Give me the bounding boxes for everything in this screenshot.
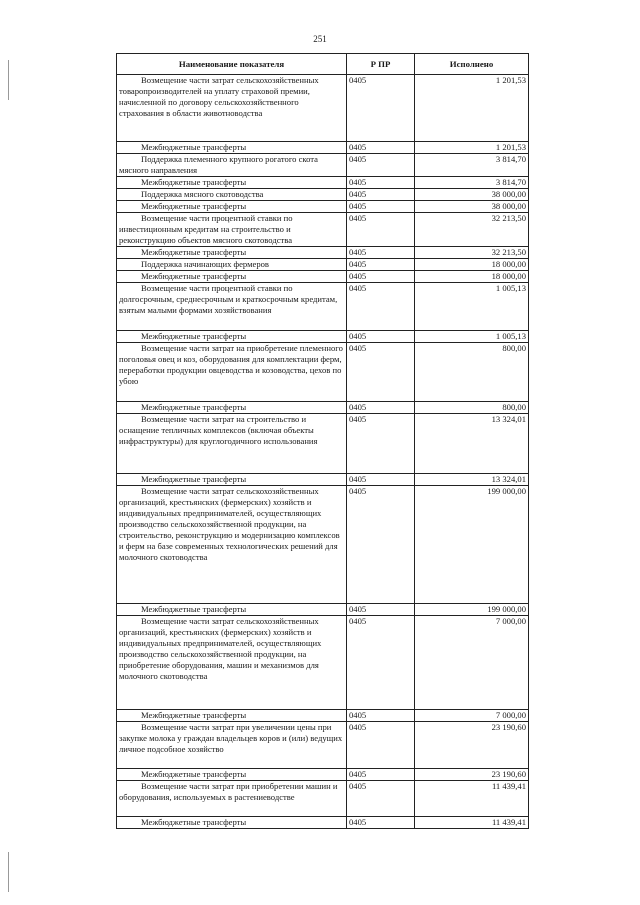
row-rpr: 0405 xyxy=(347,142,415,154)
table-row xyxy=(117,154,529,177)
row-rpr: 0405 xyxy=(347,283,415,331)
row-rpr: 0405 xyxy=(347,154,415,177)
row-name: Возмещение части затрат сельскохозяйственных организаций, крестьянских (фермерских) хозяйств и индивидуальных предпринимателей, осуществляющих производство сельскохозяйственной продукции, на строительство, реконструкцию и модернизацию комплексов и ферм на базе современных технологических решений для молочного скотоводства xyxy=(117,486,347,604)
row-value: 23 190,60 xyxy=(415,769,529,781)
row-value: 1 005,13 xyxy=(415,331,529,343)
row-rpr: 0405 xyxy=(347,259,415,271)
header-rpr: Р ПР xyxy=(347,54,415,75)
table-row xyxy=(117,769,529,781)
row-value: 38 000,00 xyxy=(415,189,529,201)
row-value: 18 000,00 xyxy=(415,271,529,283)
row-value: 23 190,60 xyxy=(415,722,529,769)
row-value: 800,00 xyxy=(415,343,529,402)
row-rpr: 0405 xyxy=(347,710,415,722)
table-row xyxy=(117,604,529,616)
table-row xyxy=(117,817,529,829)
row-name: Возмещение части затрат сельскохозяйственных товаропроизводителей на уплату страховой премии, начисленной по договору сельскохозяйственного страхования в области животноводства xyxy=(117,75,347,142)
table-row xyxy=(117,247,529,259)
table-row xyxy=(117,486,529,604)
table-row xyxy=(117,781,529,817)
table-row xyxy=(117,710,529,722)
table-row xyxy=(117,177,529,189)
row-name: Межбюджетные трансферты xyxy=(117,247,347,259)
row-rpr: 0405 xyxy=(347,781,415,817)
row-name: Возмещение части затрат сельскохозяйственных организаций, крестьянских (фермерских) хозяйств и индивидуальных предпринимателей, осуществляющих производство сельскохозяйственной продукции, на приобретение оборудования, машин и механизмов для молочного скотоводства xyxy=(117,616,347,710)
row-name: Межбюджетные трансферты xyxy=(117,331,347,343)
row-rpr: 0405 xyxy=(347,177,415,189)
row-rpr: 0405 xyxy=(347,414,415,474)
row-value: 800,00 xyxy=(415,402,529,414)
row-value: 7 000,00 xyxy=(415,710,529,722)
row-value: 3 814,70 xyxy=(415,177,529,189)
row-value: 7 000,00 xyxy=(415,616,529,710)
row-name: Межбюджетные трансферты xyxy=(117,142,347,154)
margin-mark-left xyxy=(8,60,9,100)
table-row xyxy=(117,414,529,474)
budget-table xyxy=(116,53,529,829)
row-rpr: 0405 xyxy=(347,343,415,402)
row-name: Межбюджетные трансферты xyxy=(117,402,347,414)
table-row xyxy=(117,142,529,154)
row-name: Межбюджетные трансферты xyxy=(117,474,347,486)
page-number: 251 xyxy=(313,34,327,44)
row-rpr: 0405 xyxy=(347,271,415,283)
row-value: 32 213,50 xyxy=(415,247,529,259)
row-name: Межбюджетные трансферты xyxy=(117,710,347,722)
row-name: Возмещение части процентной ставки по инвестиционным кредитам на строительство и реконструкцию объектов мясного скотоводства xyxy=(117,213,347,247)
row-rpr: 0405 xyxy=(347,616,415,710)
table-row xyxy=(117,722,529,769)
table-row xyxy=(117,616,529,710)
row-name: Межбюджетные трансферты xyxy=(117,604,347,616)
header-value: Исполнено xyxy=(415,54,529,75)
row-rpr: 0405 xyxy=(347,817,415,829)
row-value: 13 324,01 xyxy=(415,414,529,474)
table-header-row xyxy=(117,54,529,75)
header-name: Наименование показателя xyxy=(117,54,347,75)
row-name: Межбюджетные трансферты xyxy=(117,769,347,781)
row-value: 3 814,70 xyxy=(415,154,529,177)
row-name: Межбюджетные трансферты xyxy=(117,201,347,213)
table-row xyxy=(117,201,529,213)
row-rpr: 0405 xyxy=(347,402,415,414)
row-value: 1 201,53 xyxy=(415,75,529,142)
row-name: Возмещение части процентной ставки по долгосрочным, среднесрочным и краткосрочным кредитам, взятым малыми формами хозяйствования xyxy=(117,283,347,331)
row-name: Возмещение части затрат при приобретении машин и оборудования, используемых в растениеводстве xyxy=(117,781,347,817)
row-value: 13 324,01 xyxy=(415,474,529,486)
row-rpr: 0405 xyxy=(347,331,415,343)
table-row xyxy=(117,75,529,142)
row-rpr: 0405 xyxy=(347,213,415,247)
row-value: 18 000,00 xyxy=(415,259,529,271)
table-body xyxy=(117,75,529,829)
row-value: 11 439,41 xyxy=(415,781,529,817)
table-row xyxy=(117,271,529,283)
table-row xyxy=(117,189,529,201)
row-value: 199 000,00 xyxy=(415,486,529,604)
row-name: Возмещение части затрат на строительство и оснащение тепличных комплексов (включая объекты инфраструктуры) для круглогодичного использования xyxy=(117,414,347,474)
row-name: Поддержка мясного скотоводства xyxy=(117,189,347,201)
row-rpr: 0405 xyxy=(347,201,415,213)
row-rpr: 0405 xyxy=(347,722,415,769)
table-row xyxy=(117,402,529,414)
row-rpr: 0405 xyxy=(347,769,415,781)
row-rpr: 0405 xyxy=(347,486,415,604)
table-row xyxy=(117,283,529,331)
row-name: Возмещение части затрат при увеличении цены при закупке молока у граждан владельцев коров и (или) ведущих личное подсобное хозяйство xyxy=(117,722,347,769)
row-name: Межбюджетные трансферты xyxy=(117,817,347,829)
row-value: 32 213,50 xyxy=(415,213,529,247)
row-name: Межбюджетные трансферты xyxy=(117,271,347,283)
margin-mark-left-bottom xyxy=(8,852,9,892)
row-name: Поддержка племенного крупного рогатого скота мясного направления xyxy=(117,154,347,177)
row-rpr: 0405 xyxy=(347,189,415,201)
table-row xyxy=(117,259,529,271)
row-value: 11 439,41 xyxy=(415,817,529,829)
table-row xyxy=(117,474,529,486)
row-rpr: 0405 xyxy=(347,604,415,616)
row-rpr: 0405 xyxy=(347,474,415,486)
row-name: Поддержка начинающих фермеров xyxy=(117,259,347,271)
table-row xyxy=(117,331,529,343)
row-name: Межбюджетные трансферты xyxy=(117,177,347,189)
row-name: Возмещение части затрат на приобретение племенного поголовья овец и коз, оборудования для комплектации ферм, переработки продукции овцеводства и козоводства, цехов по убою xyxy=(117,343,347,402)
row-rpr: 0405 xyxy=(347,75,415,142)
row-value: 38 000,00 xyxy=(415,201,529,213)
table-row xyxy=(117,343,529,402)
row-value: 1 201,53 xyxy=(415,142,529,154)
row-value: 1 005,13 xyxy=(415,283,529,331)
table-row xyxy=(117,213,529,247)
row-rpr: 0405 xyxy=(347,247,415,259)
row-value: 199 000,00 xyxy=(415,604,529,616)
